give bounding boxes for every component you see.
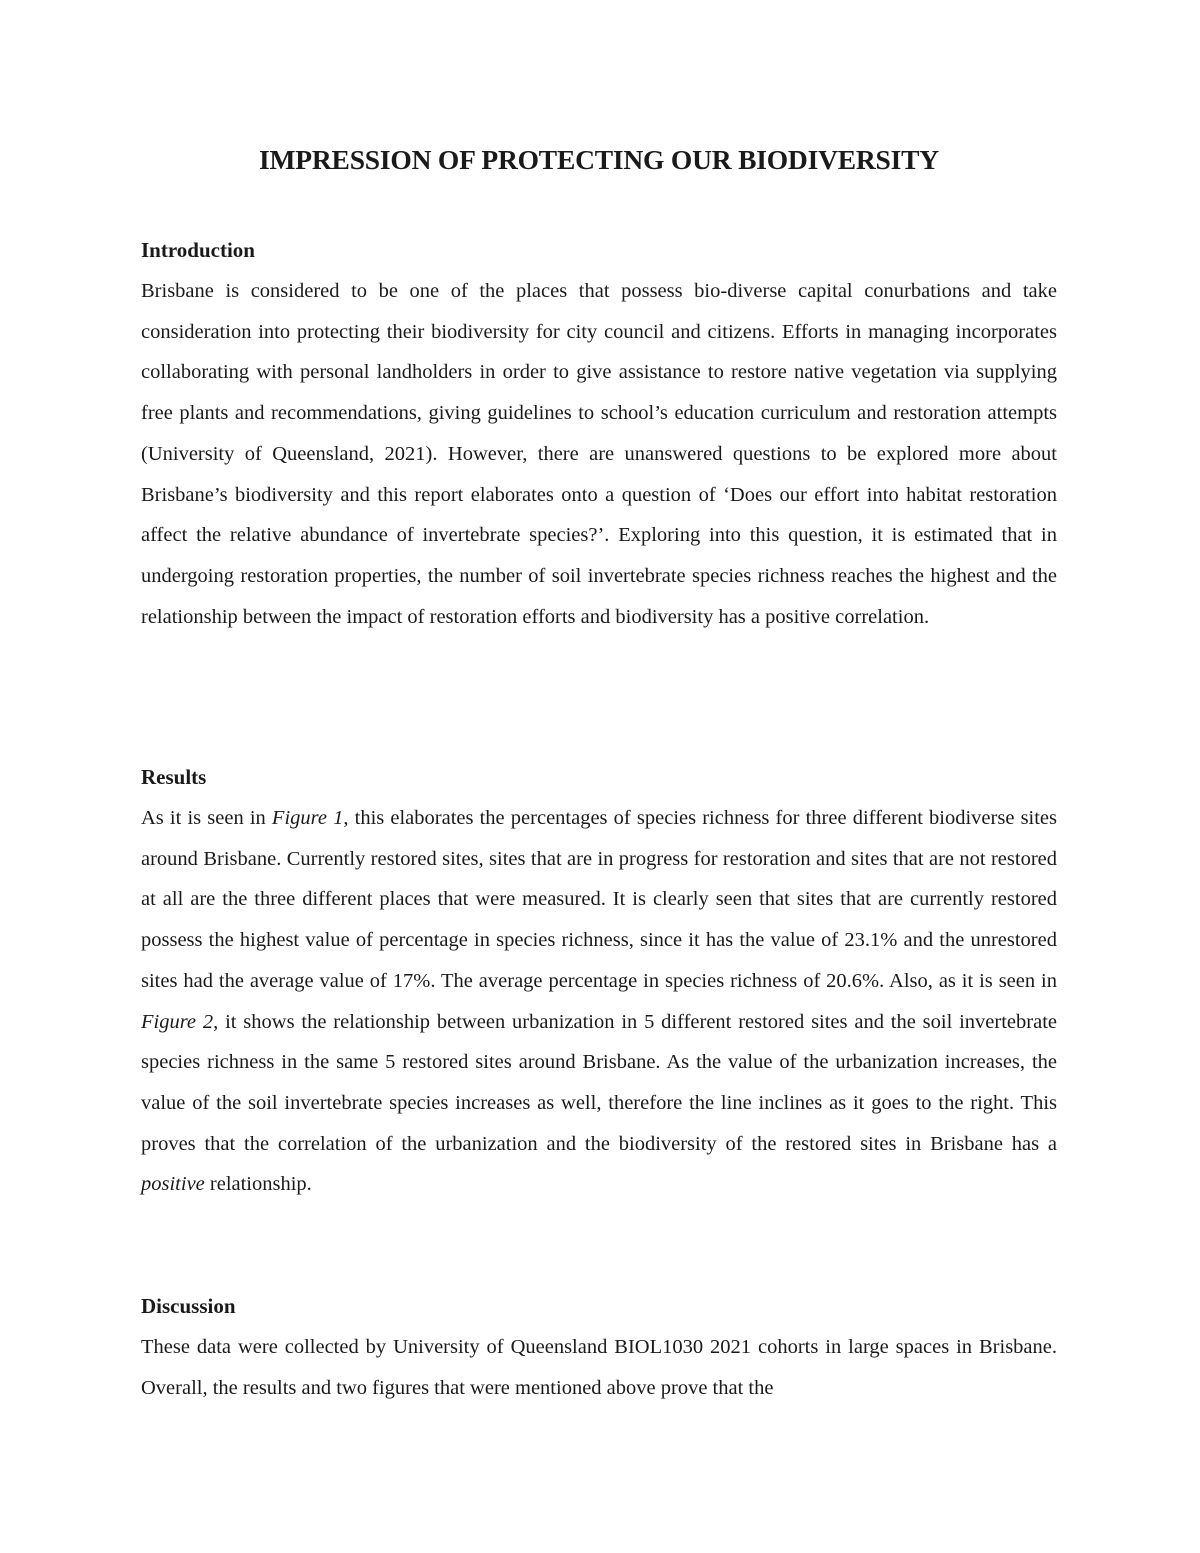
results-text-4: relationship. (204, 1173, 312, 1196)
introduction-heading: Introduction (141, 238, 255, 262)
results-text-1: As it is seen in (141, 807, 272, 829)
figure-2-reference: Figure 2 (141, 1010, 214, 1033)
results-text-3: , it shows the relationship between urbanization in 5 different restored sites and the soil invertebrate species richness in the same 5 restored sites around Brisbane. As the value of the urbanization increases, the value of the soil invertebrate species increases as well, therefore the line inclines as it goes to the right. This proves that the correlation of the urbanization and the biodiversity of the restored sites in Brisbane has a (141, 1010, 1057, 1155)
document-title: IMPRESSION OF PROTECTING OUR BIODIVERSITY (259, 144, 939, 175)
positive-emphasis: positive (141, 1173, 205, 1196)
introduction-paragraph: Brisbane is considered to be one of the places that possess bio-diverse capital conurbations and take consideration into protecting their biodiversity for city council and citizens. Efforts in managing incorporates collaborating with personal landholders in order to give assistance to restore native vegetation via supplying free plants and recommendations, giving guidelines to school’s education curriculum and restoration attempts (University of Queensland, 2021). However, there are unanswered questions to be explored more about Brisbane’s biodiversity and this report elaborates onto a question of ‘Does our effort into habitat restoration affect the relative abundance of invertebrate species?’. Exploring into this question, it is estimated that in undergoing restoration properties, the number of soil invertebrate species richness reaches the highest and the relationship between the impact of restoration efforts and biodiversity has a positive correlation. (141, 280, 1057, 628)
results-heading: Results (141, 765, 207, 789)
discussion-heading: Discussion (141, 1294, 236, 1318)
results-paragraph (141, 798, 1057, 1205)
figure-1-reference: Figure 1 (271, 807, 344, 829)
results-text-2: , this elaborates the percentages of species richness for three different biodiverse sites around Brisbane. Currently restored sites, sites that are in progress for restoration and sites that are not restored at all are the three different places that were measured. It is clearly seen that sites that are currently restored possess the highest value of percentage in species richness, since it has the value of 23.1% and the unrestored sites had the average value of 17%. The average percentage in species richness of 20.6%. Also, as it is seen in (141, 807, 1058, 992)
discussion-paragraph: These data were collected by University of Queensland BIOL1030 2021 cohorts in large spaces in Brisbane. Overall, the results and two figures that were mentioned above prove that the (141, 1336, 1057, 1399)
